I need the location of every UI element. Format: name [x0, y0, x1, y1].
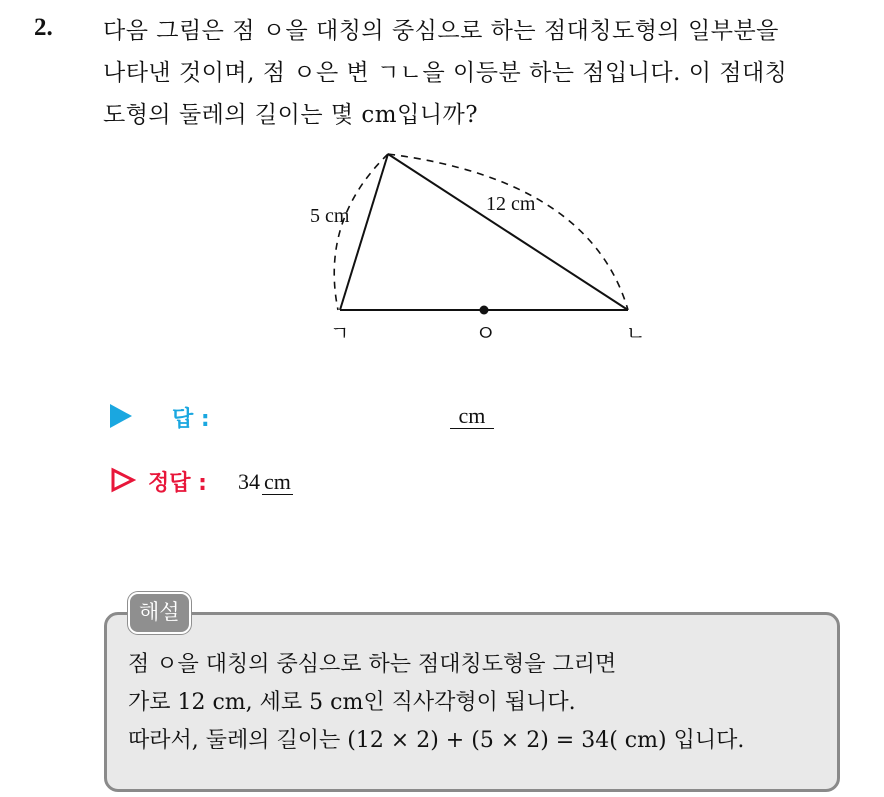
right-side-label: 12 cm	[486, 193, 536, 215]
answer-unit: cm	[450, 404, 494, 429]
correct-answer-number: 34	[238, 469, 260, 494]
question-line-2: 나타낸 것이며, 점 ㅇ은 변 ㄱㄴ을 이등분 하는 점입니다. 이 점대칭	[103, 60, 788, 86]
question-text	[103, 10, 873, 136]
outline-triangle-icon	[110, 467, 136, 493]
explanation-line-3: 따라서, 둘레의 길이는 (12 × 2) + (5 × 2) = 34( cm) 입니다.	[128, 728, 745, 753]
question-number: 2.	[34, 14, 53, 41]
vertex-label-right: ㄴ	[626, 323, 646, 345]
answer-label: 답 :	[172, 407, 210, 432]
play-triangle-icon	[110, 404, 132, 428]
explanation-line-1: 점 ㅇ을 대칭의 중심으로 하는 점대칭도형을 그리면	[128, 652, 617, 677]
correct-answer-label: 정답 :	[148, 471, 207, 496]
explanation-line-2: 가로 12 cm, 세로 5 cm인 직사각형이 됩니다.	[128, 690, 576, 715]
center-dot	[480, 306, 489, 315]
figure-svg	[290, 140, 670, 360]
center-label: ㅇ	[475, 321, 497, 346]
correct-answer-value	[238, 469, 293, 495]
left-side-label: 5 cm	[310, 205, 350, 227]
side-right	[388, 154, 628, 310]
correct-answer-unit: cm	[264, 469, 291, 494]
vertex-label-left: ㄱ	[330, 323, 350, 345]
correct-answer-row	[110, 466, 530, 502]
triangle-figure	[290, 140, 670, 360]
question-line-1: 다음 그림은 점 ㅇ을 대칭의 중심으로 하는 점대칭도형의 일부분을	[103, 18, 779, 44]
explanation-text	[128, 646, 744, 760]
side-left	[340, 154, 388, 310]
question-line-3: 도형의 둘레의 길이는 몇 cm입니까?	[103, 102, 479, 128]
explanation-tag: 해설	[128, 592, 191, 634]
answer-row	[110, 402, 530, 438]
